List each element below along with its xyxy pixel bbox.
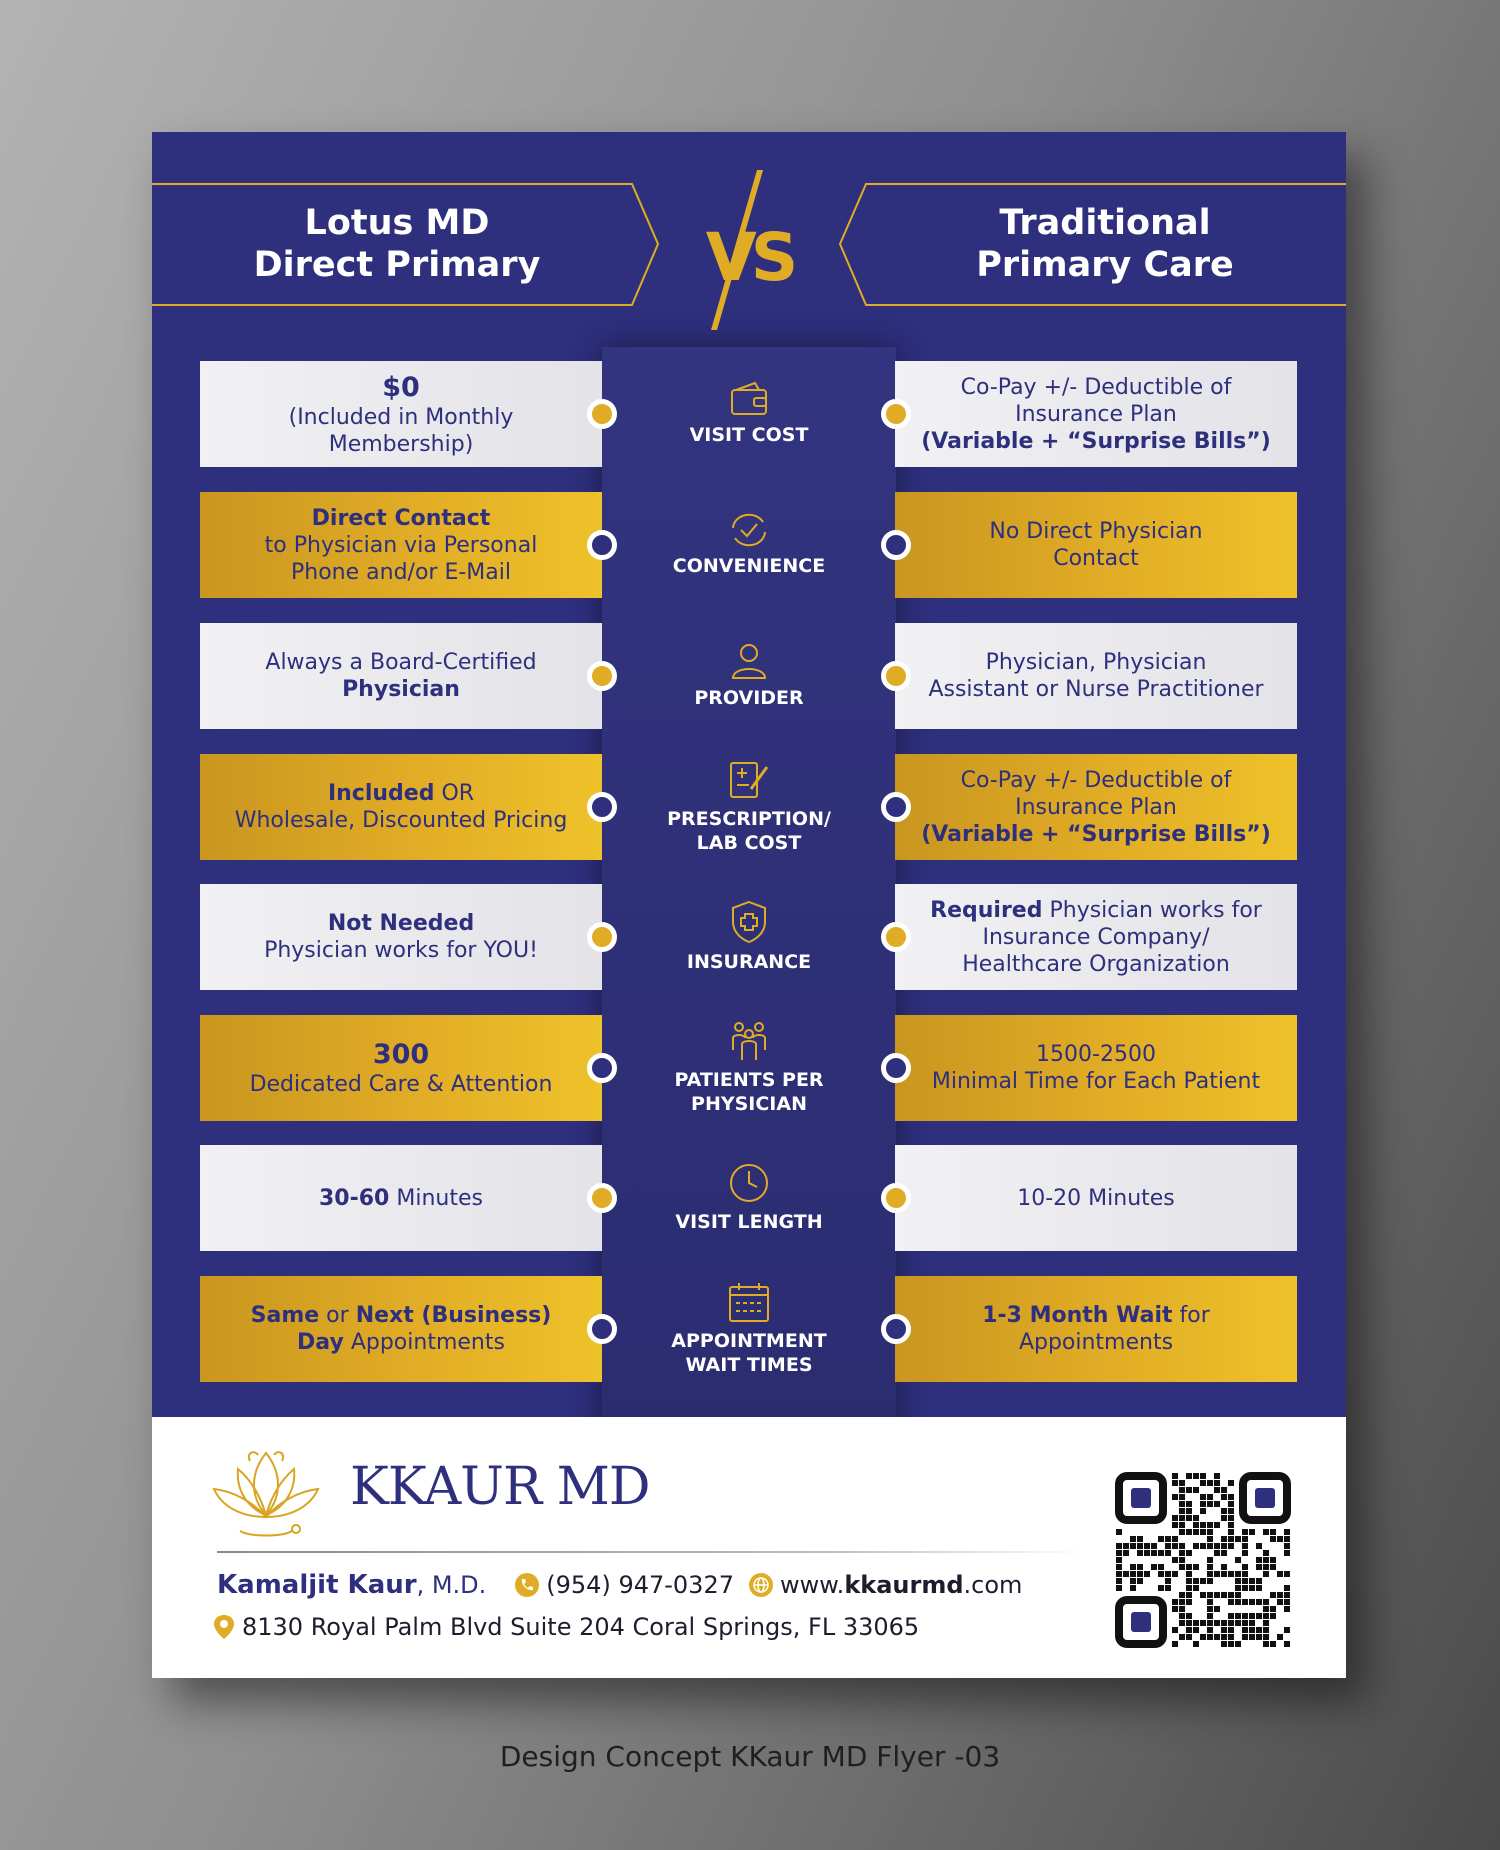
qr-code[interactable] [1115, 1472, 1291, 1648]
criterion-convenience [602, 492, 896, 598]
traditional-prescription-line1: Co-Pay +/- Deductible of [960, 767, 1232, 793]
traditional-provider-line2: Assistant or Nurse Practitioner [928, 677, 1264, 702]
vs-mark [687, 170, 812, 330]
traditional-provider [895, 623, 1297, 729]
lotus-insurance-line2: Physician works for YOU! [264, 938, 538, 963]
lotus-provider-line1: Always a Board-Certified [265, 650, 537, 675]
traditional-patients [895, 1015, 1297, 1121]
vs-graphic [687, 170, 812, 330]
criterion-prescription [602, 754, 896, 860]
lotus-patients-note: Dedicated Care & Attention [249, 1072, 553, 1097]
lotus-visit-cost-note: (Included in Monthly Membership) [288, 404, 514, 457]
traditional-visit-cost-line2: Insurance Plan [1015, 401, 1177, 427]
traditional-wait-times-for: for [1172, 1303, 1210, 1328]
traditional-convenience-line1: No Direct Physician [989, 519, 1203, 544]
row-marker-right [881, 661, 911, 691]
criterion-insurance [602, 884, 896, 990]
brand-name: KKAUR MD [350, 1457, 650, 1517]
user-icon [729, 642, 769, 680]
lotus-wait-times [200, 1276, 602, 1382]
contact-row [217, 1567, 1022, 1603]
criterion-wait-times-label-line1: APPOINTMENT [671, 1330, 827, 1352]
comparison-row-wait-times [152, 1276, 1346, 1382]
header-right-title-line1: Traditional [999, 203, 1211, 243]
row-marker-left [587, 399, 617, 429]
criterion-prescription-label-line1: PRESCRIPTION/ [667, 808, 831, 830]
criterion-provider [602, 623, 896, 729]
clock-icon [728, 1162, 770, 1204]
criterion-patients-label-line1: PATIENTS PER [674, 1069, 824, 1091]
traditional-insurance [895, 884, 1297, 990]
comparison-row-visit-cost [152, 361, 1346, 467]
wallet-icon [729, 381, 769, 417]
doctor-suffix: , M.D. [416, 1571, 487, 1599]
lotus-visit-cost-value: $0 [382, 371, 420, 403]
website-prefix: www. [780, 1571, 845, 1599]
traditional-insurance-line1: Physician works for [1042, 897, 1262, 923]
criterion-visit-length-label: VISIT LENGTH [675, 1211, 823, 1233]
traditional-visit-cost [895, 361, 1297, 467]
lotus-wait-times-same: Same [250, 1303, 320, 1328]
traditional-patients-line2: Minimal Time for Each Patient [931, 1069, 1261, 1094]
row-marker-left [587, 1314, 617, 1344]
footer-divider [217, 1551, 1087, 1553]
comparison-row-visit-length [152, 1145, 1346, 1251]
traditional-wait-times-strong: 1-3 Month Wait [982, 1303, 1173, 1328]
traditional-visit-cost-line1: Co-Pay +/- Deductible of [960, 374, 1232, 400]
location-icon [212, 1614, 236, 1640]
row-marker-left [587, 661, 617, 691]
row-marker-left [587, 1183, 617, 1213]
traditional-prescription [895, 754, 1297, 860]
traditional-visit-length-value: 10-20 Minutes [1017, 1185, 1175, 1211]
vs-text: VS [705, 219, 793, 296]
phone-number[interactable]: (954) 947-0327 [546, 1571, 734, 1599]
row-marker-right [881, 1053, 911, 1083]
traditional-provider-line1: Physician, Physician [985, 650, 1207, 675]
lotus-provider [200, 623, 602, 729]
traditional-convenience [895, 492, 1297, 598]
lotus-patients-value: 300 [372, 1039, 430, 1070]
row-marker-right [881, 922, 911, 952]
shield-plus-icon [729, 900, 769, 944]
criterion-patients-label [674, 1068, 823, 1116]
lotus-provider-line2: Physician [342, 677, 460, 702]
phone-icon [514, 1572, 540, 1598]
traditional-insurance-line3: Healthcare Organization [962, 951, 1230, 977]
lotus-visit-length [200, 1145, 602, 1251]
traditional-insurance-line2: Insurance Company/ [982, 924, 1210, 950]
row-marker-left [587, 792, 617, 822]
criterion-visit-cost [602, 361, 896, 467]
criterion-wait-times-label-line2: WAIT TIMES [685, 1354, 813, 1376]
row-marker-right [881, 1314, 911, 1344]
lotus-convenience-line2: to Physician via Personal [264, 532, 538, 558]
header-right-title-line2: Primary Care [976, 245, 1234, 285]
lotus-insurance [200, 884, 602, 990]
criterion-patients-label-line2: PHYSICIAN [691, 1093, 807, 1115]
comparison-row-prescription [152, 754, 1346, 860]
lotus-convenience [200, 492, 602, 598]
row-marker-right [881, 792, 911, 822]
header-right-title [850, 202, 1346, 286]
address-text: 8130 Royal Palm Blvd Suite 204 Coral Springs, FL 33065 [242, 1613, 920, 1641]
traditional-convenience-line2: Contact [1053, 546, 1139, 571]
header-left-title-line2: Direct Primary [253, 245, 541, 285]
website-suffix: .com [963, 1571, 1023, 1599]
header-left-banner [152, 182, 662, 307]
row-marker-right [881, 1183, 911, 1213]
globe-icon [748, 1572, 774, 1598]
traditional-wait-times [895, 1276, 1297, 1382]
criterion-prescription-label [667, 807, 831, 855]
people-icon [727, 1020, 771, 1062]
lotus-wait-times-day: Day [297, 1330, 344, 1355]
lotus-insurance-line1: Not Needed [327, 911, 475, 936]
lotus-prescription-or: OR [434, 781, 475, 806]
lotus-wait-times-next: Next (Business) [355, 1303, 552, 1328]
criterion-visit-length [602, 1145, 896, 1251]
criterion-prescription-label-line2: LAB COST [696, 832, 802, 854]
criterion-insurance-label: INSURANCE [686, 951, 812, 973]
lotus-convenience-line3: Phone and/or E-Mail [291, 559, 511, 585]
prescription-icon [727, 759, 771, 801]
criterion-visit-cost-label: VISIT COST [689, 424, 809, 446]
comparison-row-convenience [152, 492, 1346, 598]
footer [152, 1417, 1346, 1678]
row-marker-left [587, 530, 617, 560]
traditional-visit-length [895, 1145, 1297, 1251]
traditional-prescription-line2: Insurance Plan [1015, 794, 1177, 820]
lotus-prescription [200, 754, 602, 860]
traditional-insurance-strong: Required [930, 897, 1043, 923]
row-marker-left [587, 922, 617, 952]
criterion-convenience-label: CONVENIENCE [672, 555, 826, 577]
address-row [212, 1609, 919, 1645]
criterion-patients [602, 1015, 896, 1121]
comparison-row-patients [152, 1015, 1346, 1121]
lotus-prescription-line2: Wholesale, Discounted Pricing [234, 808, 568, 833]
lotus-patients [200, 1015, 602, 1121]
lotus-logo [210, 1445, 322, 1541]
lotus-wait-times-appointments: Appointments [343, 1330, 505, 1355]
row-marker-right [881, 530, 911, 560]
lotus-visit-cost [200, 361, 602, 467]
website-link[interactable] [780, 1571, 1022, 1599]
lotus-prescription-strong: Included [327, 781, 435, 806]
traditional-wait-times-line2: Appointments [1018, 1330, 1174, 1355]
comparison-row-provider [152, 623, 1346, 729]
traditional-prescription-line3: (Variable + “Surprise Bills”) [921, 821, 1271, 847]
flyer [152, 132, 1346, 1678]
traditional-patients-line1: 1500-2500 [1036, 1042, 1156, 1067]
row-marker-right [881, 399, 911, 429]
lotus-visit-length-unit: Minutes [389, 1185, 483, 1211]
lotus-visit-length-value: 30-60 [319, 1185, 390, 1211]
header-left-title [152, 202, 652, 286]
website-domain: kkaurmd [844, 1571, 964, 1599]
criterion-provider-label: PROVIDER [694, 687, 804, 709]
criterion-wait-times [602, 1276, 896, 1382]
calendar-check-icon [727, 512, 771, 548]
comparison-row-insurance [152, 884, 1346, 990]
doctor-name: Kamaljit Kaur [217, 1570, 417, 1600]
lotus-wait-times-or: or [319, 1303, 356, 1328]
header-left-title-line1: Lotus MD [304, 203, 490, 243]
lotus-convenience-line1: Direct Contact [311, 505, 491, 531]
design-caption: Design Concept KKaur MD Flyer -03 [499, 1740, 1001, 1773]
header-right-banner [836, 182, 1346, 307]
row-marker-left [587, 1053, 617, 1083]
traditional-visit-cost-line3: (Variable + “Surprise Bills”) [921, 428, 1271, 454]
calendar-icon [727, 1281, 771, 1323]
criterion-wait-times-label [671, 1329, 826, 1377]
